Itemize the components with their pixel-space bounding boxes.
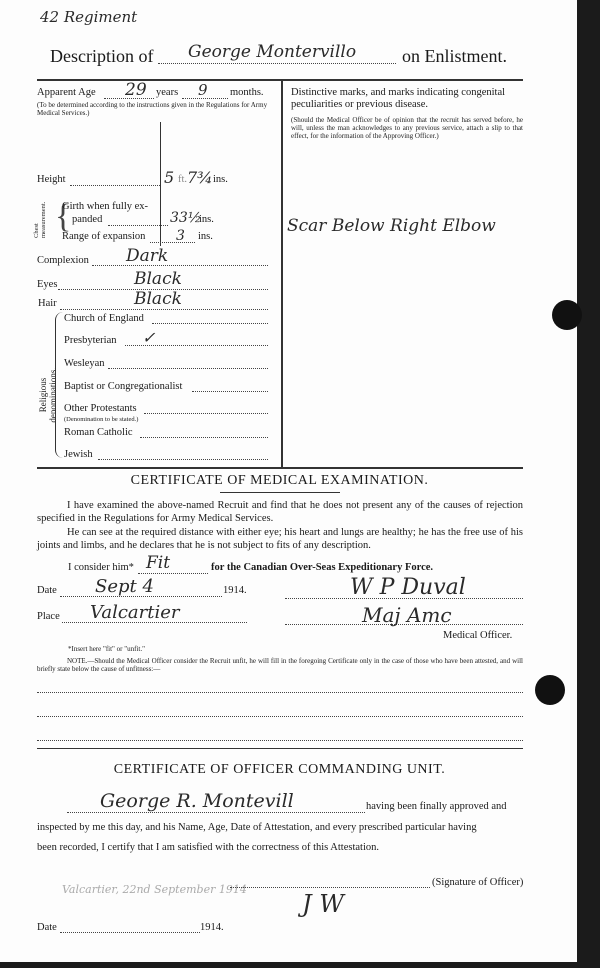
place-value: Valcartier: [90, 602, 180, 623]
hair-label: Hair: [38, 298, 57, 309]
religion-other-protestants: Other Protestants: [64, 403, 137, 414]
inner-divider: [160, 122, 161, 246]
hair-value: Black: [134, 289, 182, 309]
religion-jewish: Jewish: [64, 449, 93, 460]
insert-note: *Insert here "fit" or "unfit.": [68, 645, 145, 653]
commanding-line-3: been recorded, I certify that I am satisfied with the correctness of this Attestation.: [37, 842, 380, 853]
commanding-date-line: [60, 932, 200, 933]
commanding-date-year: 1914.: [200, 922, 224, 933]
height-label: Height: [37, 174, 66, 185]
section-rule-2: [37, 748, 523, 749]
religion-line: [140, 437, 268, 438]
chest-label: Chest measurement.: [33, 201, 47, 238]
range-line: [150, 242, 195, 243]
unfit-line: [37, 740, 523, 741]
date-label: Date: [37, 585, 57, 596]
place-label: Place: [37, 611, 60, 622]
girth-line: [108, 225, 168, 226]
unfit-line: [37, 692, 523, 693]
title-prefix: Description of: [50, 46, 154, 66]
marks-heading-2: peculiarities or previous disease.: [291, 99, 429, 110]
religion-roman-catholic: Roman Catholic: [64, 427, 133, 438]
top-rule: [37, 79, 523, 81]
girth-label-2: panded: [72, 214, 103, 225]
height-ft: 5: [164, 168, 175, 187]
signature-label: (Signature of Officer): [432, 877, 524, 888]
religion-line: [192, 391, 268, 392]
age-years: 29: [125, 80, 147, 100]
religion-baptist: Baptist or Congregationalist: [64, 381, 183, 392]
force-label: for the Canadian Over-Seas Expeditionary Force.: [211, 562, 434, 573]
presbyterian-checkmark: ✓: [142, 328, 156, 347]
consider-value: Fit: [146, 553, 171, 573]
name-line: [67, 812, 365, 813]
medical-para-2: He can see at the required distance with either eye; his heart and lungs are healthy; he has the free use of his joints and limbs, and he declares that he is not subject to fits of any description.: [37, 527, 523, 551]
hair-line: [60, 309, 268, 310]
eyes-value: Black: [134, 269, 182, 289]
consider-line: [138, 573, 208, 574]
medical-heading: CERTIFICATE OF MEDICAL EXAMINATION.: [130, 473, 429, 488]
religion-presbyterian: Presbyterian: [64, 335, 117, 346]
religion-line: [108, 368, 268, 369]
other-protestants-note: (Denomination to be stated.): [64, 416, 139, 423]
age-note: (To be determined according to the instructions given in the Regulations for Army Medical Services.): [37, 101, 268, 117]
heading-underline: [220, 492, 340, 493]
age-months: 9: [198, 81, 208, 99]
commanding-officer-signature: J W: [302, 890, 344, 918]
range-unit: ins.: [198, 231, 213, 242]
unfit-line: [37, 716, 523, 717]
range-label: Range of expansion: [62, 231, 146, 242]
marks-note: (Should the Medical Officer be of opinion that the recruit has served before, he will, unless the man acknowledges to any previous service, attach a slip to that effect, for the information of the Approving Officer.): [291, 116, 523, 140]
eyes-label: Eyes: [37, 279, 58, 290]
punch-hole: [535, 675, 565, 705]
ins-label: ins.: [213, 174, 228, 185]
medical-officer-rank: Maj Amc: [362, 603, 452, 627]
religion-line: [98, 459, 268, 460]
religion-church-of-england: Church of England: [64, 313, 144, 324]
marks-heading-1: Distinctive marks, and marks indicating congenital: [291, 87, 506, 98]
commanding-line-1: having been finally approved and: [366, 801, 507, 812]
commanding-heading: CERTIFICATE OF OFFICER COMMANDING UNIT.: [113, 762, 446, 777]
unfit-note: NOTE.—Should the Medical Officer consider the Recruit unfit, he will fill in the foregoing Certificate only in the case of those who have been attested, and will briefly state below the cause of unfitness:—: [37, 657, 523, 673]
date-year: 1914.: [223, 585, 247, 596]
regiment-note: 42 Regiment: [40, 8, 138, 26]
religion-brace: [55, 312, 64, 458]
height-line: [70, 185, 160, 186]
punch-hole: [552, 300, 582, 330]
years-label: years: [156, 87, 179, 98]
religion-line: [144, 413, 268, 414]
range-value: 3: [176, 228, 185, 244]
medical-para-1: I have examined the above-named Recruit and find that he does not present any of the causes of rejection specified in the Regulations for Army Medical Services.: [37, 500, 523, 524]
officer-signature-line: [230, 887, 430, 888]
height-in: 7¾: [187, 168, 213, 187]
complexion-value: Dark: [126, 246, 169, 266]
girth-label-1: Girth when fully ex-: [62, 201, 149, 212]
title-suffix: on Enlistment.: [402, 46, 507, 66]
consider-label: I consider him*: [68, 562, 134, 573]
complexion-label: Complexion: [37, 255, 89, 266]
religion-label: Religious denominations.: [38, 367, 58, 423]
commanding-date-label: Date: [37, 922, 57, 933]
age-label: Apparent Age: [37, 87, 96, 98]
section-rule: [37, 467, 523, 469]
chest-brace: {: [55, 198, 72, 235]
girth-unit: ins.: [199, 214, 214, 225]
girth-value: 33½: [170, 210, 202, 226]
name-line: [158, 63, 396, 64]
recruit-name: George Montervillo: [188, 42, 357, 62]
commanding-line-2: inspected by me this day, and his Name, Age, Date of Attestation, and every prescribed particular having: [37, 822, 477, 833]
medical-officer-signature: W P Duval: [350, 575, 466, 600]
commanding-name-value: George R. Montevill: [100, 790, 294, 812]
ft-label: ft.: [178, 174, 188, 185]
column-divider: [281, 80, 283, 467]
medical-officer-label: Medical Officer.: [443, 630, 513, 641]
date-value: Sept 4: [95, 576, 154, 597]
date-stamp: Valcartier, 22nd September 1914: [62, 883, 247, 896]
religion-wesleyan: Wesleyan: [64, 358, 105, 369]
months-label: months.: [230, 87, 264, 98]
religion-line: [152, 323, 268, 324]
complexion-line: [92, 265, 268, 266]
marks-value: Scar Below Right Elbow: [287, 216, 496, 236]
